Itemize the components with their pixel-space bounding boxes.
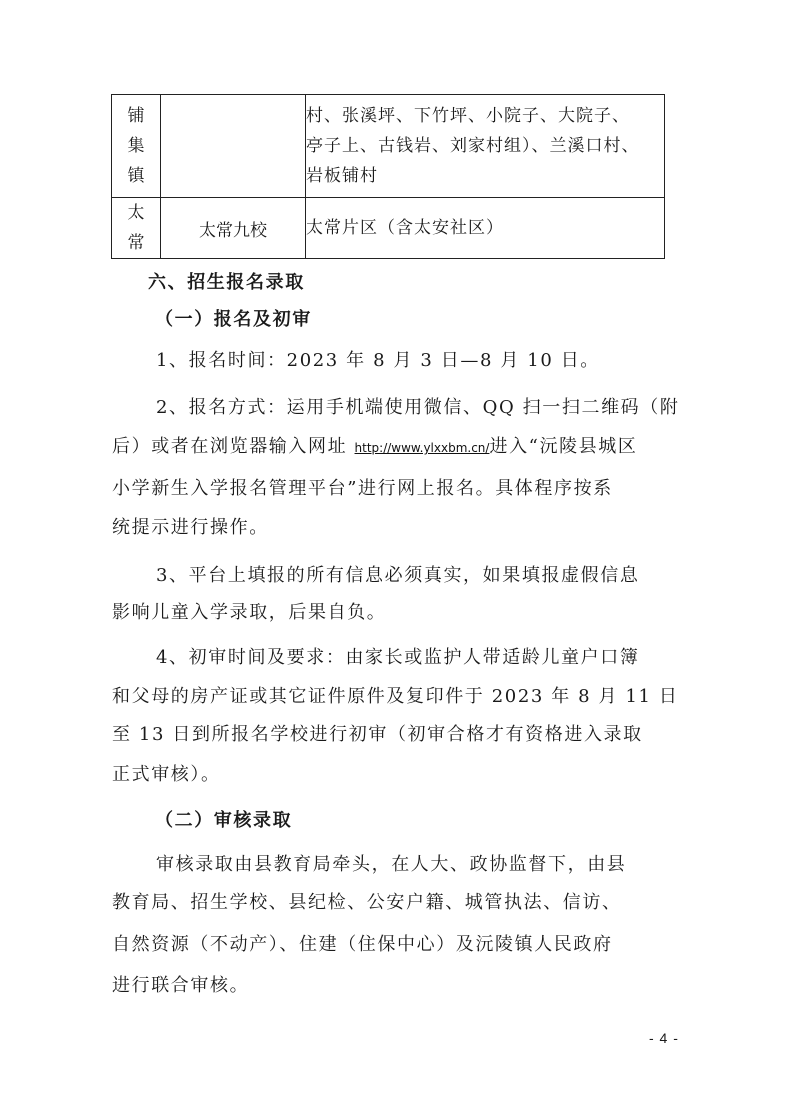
paragraph-line: 自然资源（不动产）、住建（住保中心）及沅陵镇人民政府 bbox=[112, 934, 613, 955]
website-link[interactable]: http://www.ylxxbm.cn/ bbox=[354, 441, 490, 455]
town-char: 集 bbox=[127, 136, 145, 156]
town-char: 常 bbox=[127, 233, 145, 253]
item-1-text: 1、报名时间：2023 年 8 月 3 日—8 月 10 日。 bbox=[156, 350, 600, 371]
area-cell: 太常片区（含太安社区） bbox=[306, 198, 665, 259]
town-cell bbox=[112, 95, 161, 198]
table-row bbox=[112, 198, 665, 259]
item-2-line: 后）或者在浏览器输入网址 http://www.ylxxbm.cn/进入“沅陵县城区 bbox=[112, 436, 638, 457]
subsection-heading: （二）审核录取 bbox=[155, 810, 293, 831]
town-char: 镇 bbox=[127, 166, 145, 186]
item-2-line: 统提示进行操作。 bbox=[112, 517, 269, 538]
school-cell: 太常九校 bbox=[161, 198, 306, 259]
page-number: - 4 - bbox=[649, 1030, 679, 1046]
paragraph-line: 进行联合审核。 bbox=[112, 975, 250, 996]
subsection-heading: （一）报名及初审 bbox=[155, 309, 312, 330]
town-char: 太 bbox=[127, 203, 145, 223]
item-4-line: 和父母的房产证或其它证件原件及复印件于 2023 年 8 月 11 日 bbox=[112, 686, 679, 707]
table-row bbox=[112, 95, 665, 198]
section-heading: 六、招生报名录取 bbox=[148, 272, 305, 293]
item-4-line: 至 13 日到所报名学校进行初审（初审合格才有资格进入录取 bbox=[112, 724, 643, 745]
enrollment-zone-table bbox=[111, 94, 665, 259]
school-cell bbox=[161, 95, 306, 198]
paragraph-line: 审核录取由县教育局牵头，在人大、政协监督下，由县 bbox=[156, 854, 627, 875]
area-line: 亭子上、古钱岩、刘家村组）、兰溪口村、 bbox=[306, 136, 640, 156]
item-3-line: 影响儿童入学录取，后果自负。 bbox=[112, 602, 387, 623]
item-2-line: 小学新生入学报名管理平台”进行网上报名。具体程序按系 bbox=[112, 478, 613, 499]
area-cell bbox=[306, 95, 665, 198]
area-line: 岩板铺村 bbox=[306, 166, 378, 186]
item-2-line: 2、报名方式：运用手机端使用微信、QQ 扫一扫二维码（附 bbox=[156, 397, 680, 418]
paragraph-line: 教育局、招生学校、县纪检、公安户籍、城管执法、信访、 bbox=[112, 892, 622, 913]
town-cell bbox=[112, 198, 161, 259]
item-4-line: 正式审核）。 bbox=[112, 764, 221, 785]
area-line: 村、张溪坪、下竹坪、小院子、大院子、 bbox=[306, 106, 630, 126]
item-3-line: 3、平台上填报的所有信息必须真实，如果填报虚假信息 bbox=[156, 565, 640, 586]
town-char: 铺 bbox=[127, 106, 145, 126]
item-4-line: 4、初审时间及要求：由家长或监护人带适龄儿童户口簿 bbox=[156, 647, 640, 668]
